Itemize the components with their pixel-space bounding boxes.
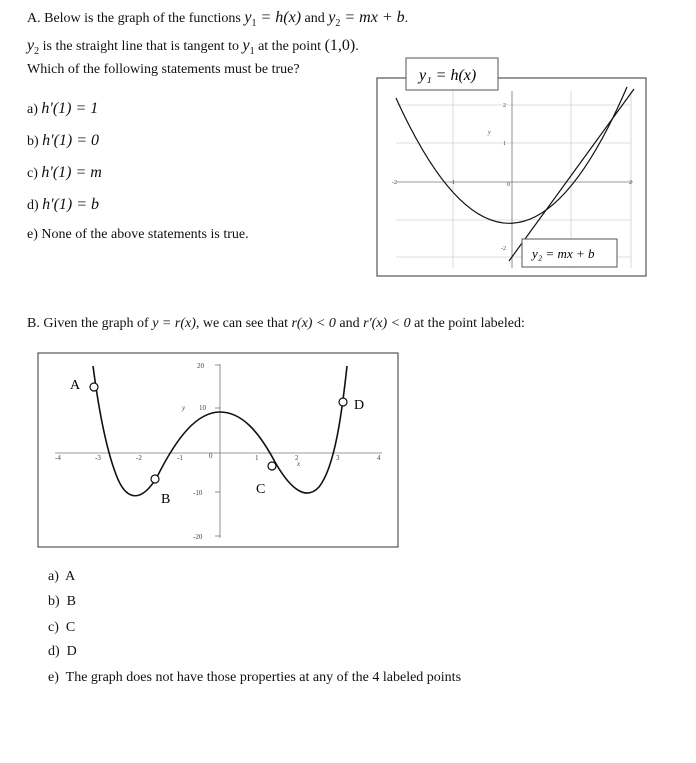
- partB-func: y = r(x): [152, 316, 196, 331]
- y2-equation: = mx + b: [340, 9, 405, 26]
- y-axis-label: y: [182, 404, 186, 412]
- option-expression: h'(1) = 0: [42, 132, 100, 149]
- partB-option-b[interactable]: [48, 594, 76, 610]
- y2-subscript: 2: [34, 45, 40, 57]
- point-B-marker: [151, 475, 159, 483]
- x-axis-label: x: [297, 460, 301, 468]
- tick-y-20: 20: [197, 362, 204, 370]
- label-h: y₁ = h(x): [419, 67, 477, 84]
- partA-option-a[interactable]: [27, 100, 98, 118]
- tick-x-neg2: -2: [136, 454, 142, 462]
- option-letter: d): [48, 644, 60, 659]
- partA-option-d[interactable]: [27, 196, 99, 214]
- point-coordinates: (1,0): [324, 37, 356, 54]
- option-text: B: [66, 594, 77, 609]
- tick-y-neg10: -10: [193, 489, 203, 497]
- tick-x-neg1: -1: [450, 180, 455, 186]
- point-D-marker: [339, 398, 347, 406]
- partA-line1: [27, 9, 408, 29]
- period: .: [355, 39, 359, 54]
- partB-mid: , we can see that: [195, 316, 288, 331]
- and-word: and: [304, 11, 325, 26]
- tick-x-neg2: -2: [392, 180, 397, 186]
- option-letter: a): [48, 569, 59, 584]
- option-letter: d): [27, 198, 39, 213]
- option-text: D: [66, 644, 77, 659]
- partB-graph: [37, 352, 399, 548]
- y1-subscript: 1: [249, 45, 255, 57]
- option-letter: e): [27, 227, 38, 242]
- tick-x-2: 2: [629, 180, 632, 186]
- y-axis-label: y: [488, 130, 491, 136]
- partB-cond1: r(x) < 0: [291, 316, 336, 331]
- option-expression: h'(1) = b: [42, 196, 100, 213]
- partA-graph: [376, 56, 648, 278]
- y1-symbol: y: [242, 37, 250, 54]
- partA-line1-prefix: A. Below is the graph of the functions: [27, 11, 241, 26]
- partB-and: and: [339, 316, 360, 331]
- tick-x-neg4: -4: [55, 454, 61, 462]
- tick-x-2: 2: [295, 454, 299, 462]
- tick-x-neg3: -3: [95, 454, 101, 462]
- point-A-marker: [90, 383, 98, 391]
- partB-post: at the point labeled:: [414, 316, 525, 331]
- partB-cond2: r'(x) < 0: [363, 316, 411, 331]
- tick-x-0: 0: [507, 182, 510, 188]
- point-D-label: D: [354, 398, 365, 413]
- point-B-label: B: [161, 492, 171, 507]
- tick-y-10: 10: [199, 404, 206, 412]
- partB-option-d[interactable]: [48, 644, 77, 660]
- tick-y-1: 1: [503, 141, 506, 147]
- point-C-marker: [268, 462, 276, 470]
- tangent-text: is the straight line that is tangent to: [42, 39, 239, 54]
- y2-symbol: y: [27, 37, 35, 54]
- graph-frame: [38, 353, 398, 547]
- option-text: None of the above statements is true.: [41, 227, 249, 242]
- tick-y-0: 0: [209, 452, 213, 460]
- partA-question: Which of the following statements must be true?: [27, 62, 300, 77]
- partB-option-a[interactable]: [48, 569, 75, 585]
- tick-y-neg2: -2: [501, 246, 506, 252]
- option-letter: c): [48, 620, 59, 635]
- option-expression: h'(1) = 1: [41, 100, 99, 117]
- tick-y-neg20: -20: [193, 533, 203, 541]
- partB-pre: B. Given the graph of: [27, 316, 149, 331]
- tick-x-1: 1: [255, 454, 259, 462]
- option-text: The graph does not have those properties at any of the 4 labeled points: [65, 670, 462, 685]
- option-letter: a): [27, 102, 38, 117]
- option-text: A: [65, 569, 76, 584]
- y1-subscript: 1: [251, 17, 257, 29]
- partB-option-e[interactable]: [48, 670, 461, 686]
- option-letter: c): [27, 166, 38, 181]
- option-text: C: [65, 620, 76, 635]
- partA-line2: [27, 37, 359, 57]
- period: .: [404, 11, 409, 26]
- y1-symbol: y: [244, 9, 252, 26]
- y2-symbol: y: [328, 9, 336, 26]
- partA-option-c[interactable]: [27, 164, 102, 182]
- tick-x-4: 4: [377, 454, 381, 462]
- tick-y-2: 2: [503, 103, 506, 109]
- point-C-label: C: [256, 482, 266, 497]
- tick-x-neg1: -1: [177, 454, 183, 462]
- y2-subscript: 2: [335, 17, 341, 29]
- option-letter: b): [27, 134, 39, 149]
- partA-option-b[interactable]: [27, 132, 99, 150]
- partB-question: [27, 316, 525, 332]
- label-line: y₂ = mx + b: [532, 246, 595, 261]
- option-expression: h'(1) = m: [41, 164, 102, 181]
- partB-option-c[interactable]: [48, 620, 75, 636]
- y1-equation: = h(x): [256, 9, 302, 26]
- at-point-text: at the point: [258, 39, 322, 54]
- point-A-label: A: [70, 378, 81, 393]
- tick-x-3: 3: [336, 454, 340, 462]
- option-letter: e): [48, 670, 59, 685]
- option-letter: b): [48, 594, 60, 609]
- partA-option-e[interactable]: [27, 227, 249, 243]
